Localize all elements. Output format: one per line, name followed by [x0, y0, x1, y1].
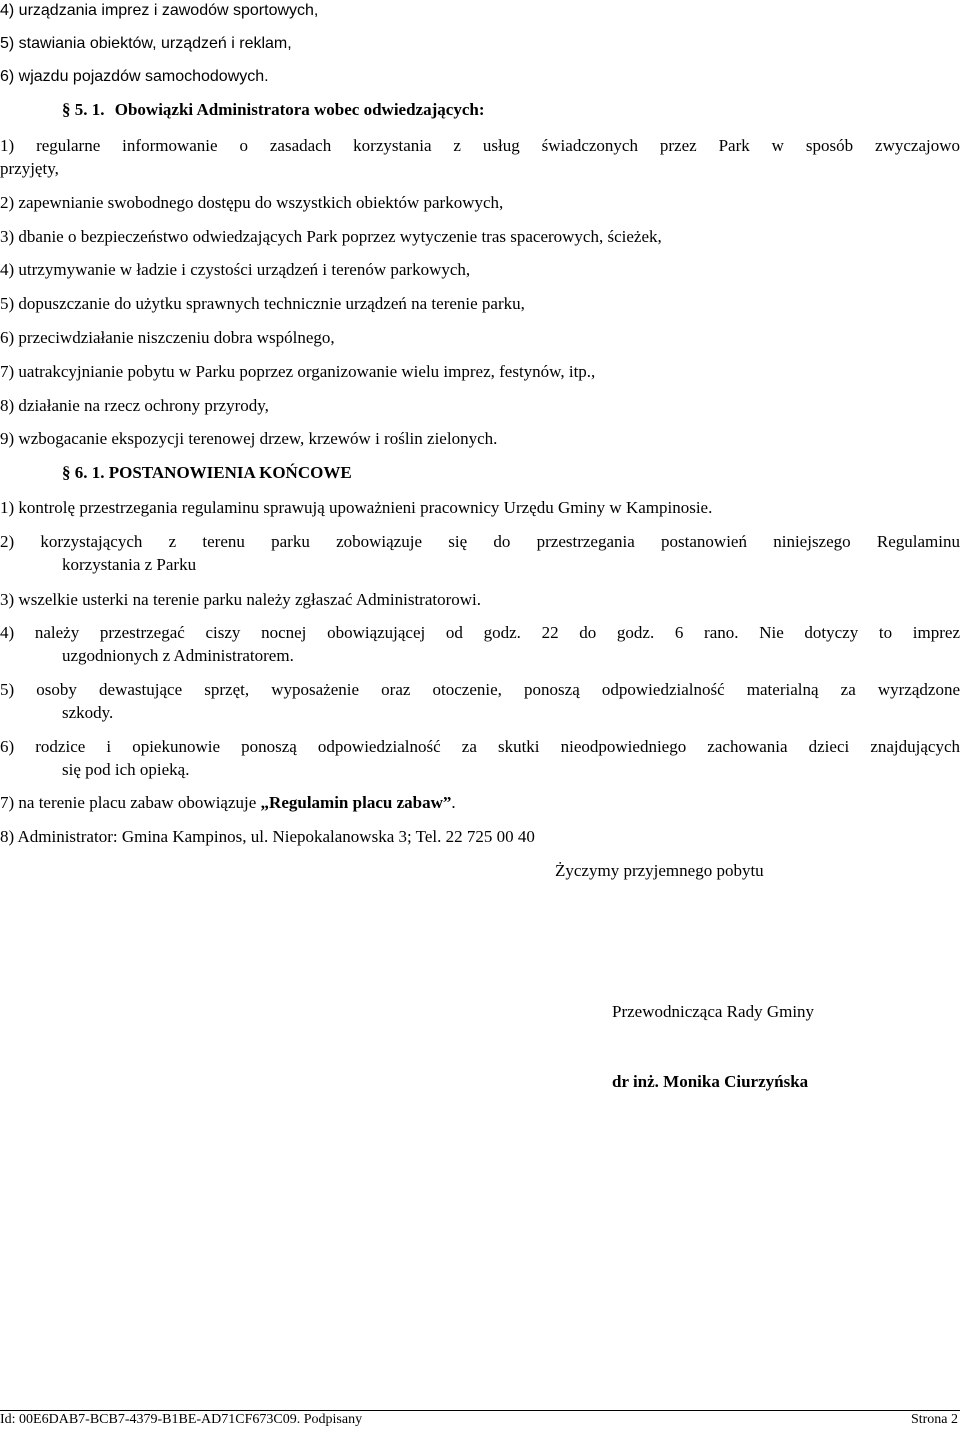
list-item: 7) uatrakcyjnianie pobytu w Parku poprzez organizowanie wielu imprez, festynów, itp., [0, 362, 596, 381]
list-item: 2) zapewnianie swobodnego dostępu do wszystkich obiektów parkowych, [0, 193, 504, 212]
list-item-line: przyjęty, [0, 159, 59, 178]
list-item-line: 2) korzystających z terenu parku zobowiązuje się do przestrzegania postanowień niniejszego Regulaminu [0, 532, 960, 551]
list-item-line: 4) należy przestrzegać ciszy nocnej obowiązującej od godz. 22 do godz. 6 rano. Nie dotyczy to imprez [0, 623, 960, 642]
list-item-line: uzgodnionych z Administratorem. [62, 646, 294, 665]
section-heading [62, 99, 484, 121]
list-item-text: . [451, 793, 456, 812]
list-item: 3) wszelkie usterki na terenie parku należy zgłaszać Administratorowi. [0, 590, 482, 609]
list-item: 8) działanie na rzecz ochrony przyrody, [0, 396, 269, 415]
list-item-line: 1) regularne informowanie o zasadach korzystania z usług świadczonych przez Park w sposób zwyczajowo [0, 136, 960, 155]
list-item: 4) utrzymywanie w ładzie i czystości urządzeń i terenów parkowych, [0, 260, 471, 279]
signature-name: dr inż. Monika Ciurzyńska [612, 1072, 809, 1091]
list-item: 5) dopuszczanie do użytku sprawnych technicznie urządzeń na terenie parku, [0, 294, 525, 313]
list-item-line: 6) rodzice i opiekunowie ponoszą odpowiedzialność za skutki nieodpowiedniego zachowania dzieci znajdujących [0, 737, 960, 756]
page-footer [0, 1410, 960, 1429]
regulation-title: „Regulamin placu zabaw” [260, 793, 452, 812]
section-heading: § 6. 1. POSTANOWIENIA KOŃCOWE [62, 463, 352, 482]
list-item [0, 792, 456, 814]
section-number: § 5. 1. [62, 100, 105, 119]
list-item: 5) stawiania obiektów, urządzeń i reklam, [0, 35, 292, 52]
list-item-line: korzystania z Parku [62, 555, 197, 574]
list-item: 6) przeciwdziałanie niszczeniu dobra wspólnego, [0, 328, 335, 347]
list-item: 4) urządzania imprez i zawodów sportowych, [0, 2, 319, 19]
signature-title: Przewodnicząca Rady Gminy [612, 1002, 815, 1021]
closing-greeting: Życzymy przyjemnego pobytu [555, 861, 764, 880]
list-item-text: 7) na terenie placu zabaw obowiązuje [0, 793, 261, 812]
page-number: Strona 2 [910, 1412, 958, 1427]
list-item-line: 5) osoby dewastujące sprzęt, wyposażenie oraz otoczenie, ponoszą odpowiedzialność materialną za wyrządzone [0, 680, 960, 699]
list-item: 6) wjazdu pojazdów samochodowych. [0, 68, 269, 85]
list-item: 8) Administrator: Gmina Kampinos, ul. Niepokalanowska 3; Tel. 22 725 00 40 [0, 827, 535, 846]
section-title: Obowiązki Administratora wobec odwiedzających: [114, 100, 485, 119]
list-item-line: się pod ich opieką. [62, 760, 190, 779]
document-id: Id: 00E6DAB7-BCB7-4379-B1BE-AD71CF673C09. Podpisany [0, 1412, 363, 1427]
list-item: 1) kontrolę przestrzegania regulaminu sprawują upoważnieni pracownicy Urzędu Gminy w Kampinosie. [0, 498, 713, 517]
list-item-line: szkody. [62, 703, 114, 722]
list-item: 9) wzbogacanie ekspozycji terenowej drzew, krzewów i roślin zielonych. [0, 429, 498, 448]
list-item: 3) dbanie o bezpieczeństwo odwiedzających Park poprzez wytyczenie tras spacerowych, ścieżek, [0, 227, 662, 246]
